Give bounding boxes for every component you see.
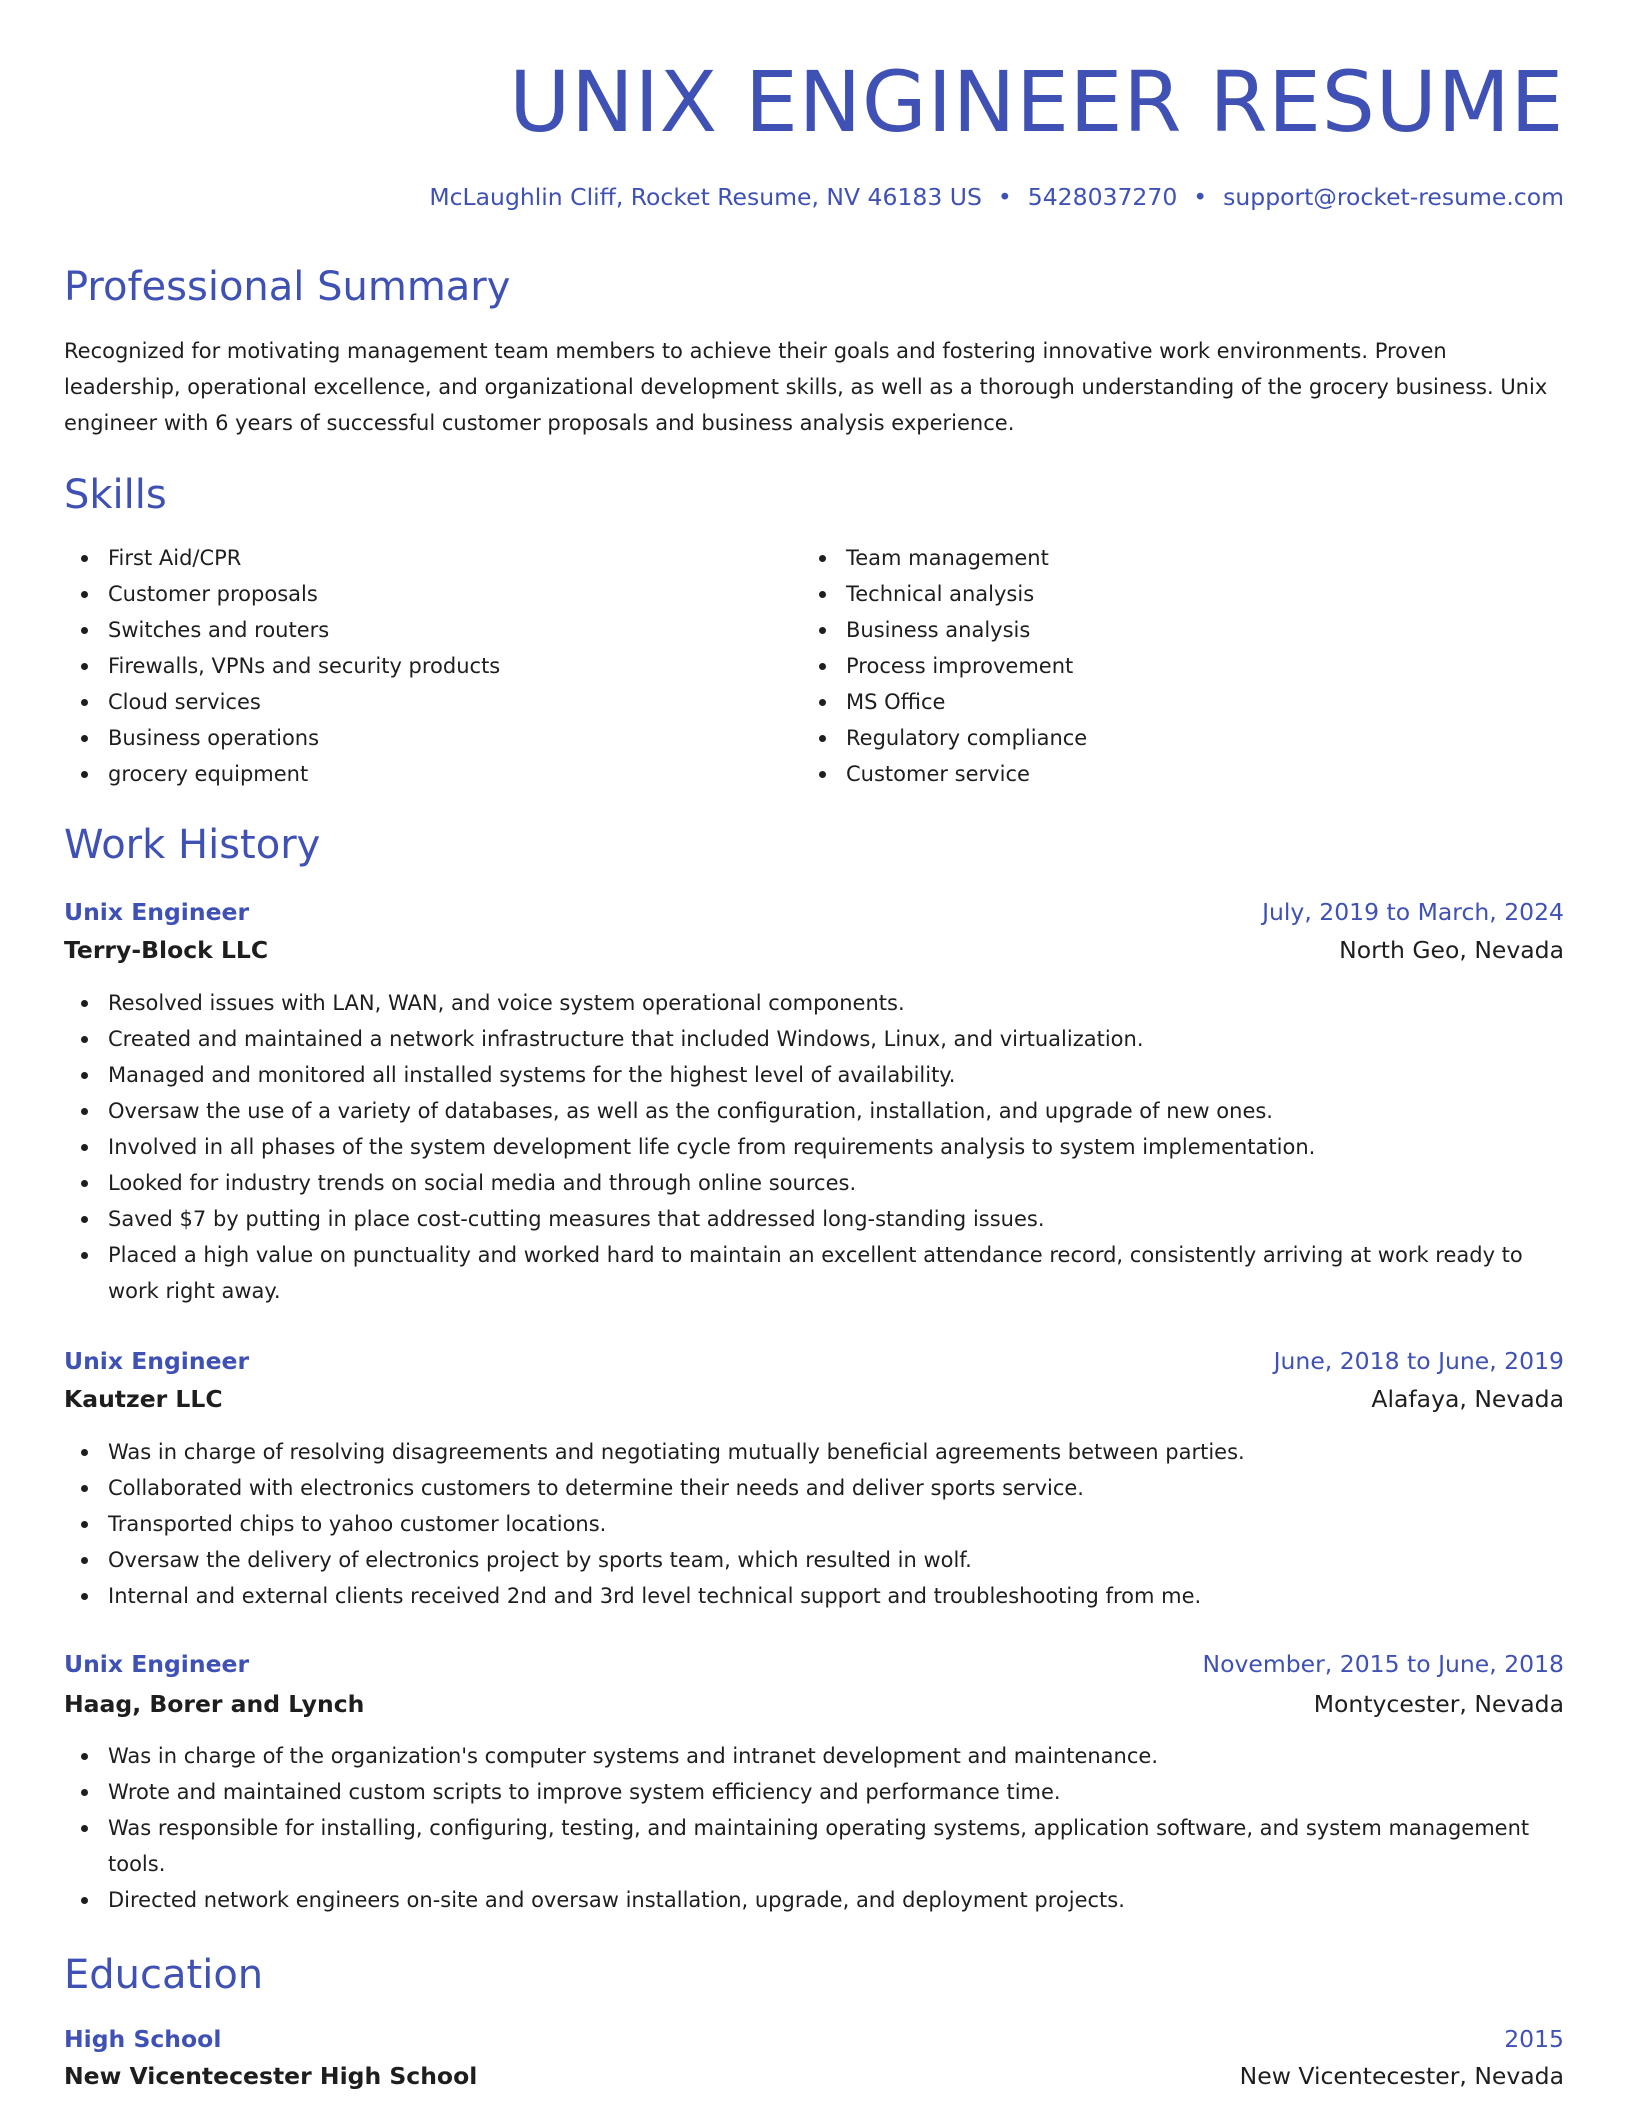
skills-list-left [64, 540, 764, 792]
skill-item: Firewalls, VPNs and security products [64, 648, 764, 684]
job-duty: Looked for industry trends on social media and through online sources. [64, 1165, 1564, 1201]
skills-heading: Skills [64, 472, 167, 518]
job-duty: Was responsible for installing, configuring, testing, and maintaining operating systems, application software, and system management tools. [64, 1810, 1564, 1882]
job-duty: Oversaw the delivery of electronics project by sports team, which resulted in wolf. [64, 1542, 1564, 1578]
job-duty: Involved in all phases of the system development life cycle from requirements analysis to system implementation. [64, 1129, 1564, 1165]
skill-item: Customer proposals [64, 576, 764, 612]
job-duty: Managed and monitored all installed systems for the highest level of availability. [64, 1057, 1564, 1093]
job-duty: Created and maintained a network infrastructure that included Windows, Linux, and virtualization. [64, 1021, 1564, 1057]
job-duty: Collaborated with electronics customers to determine their needs and deliver sports service. [64, 1470, 1564, 1506]
skill-item: Process improvement [802, 648, 1502, 684]
job-location: Alafaya, Nevada [1371, 1385, 1564, 1413]
contact-email: support@rocket-resume.com [1223, 183, 1564, 211]
job-duty: Placed a high value on punctuality and worked hard to maintain an excellent attendance record, consistently arriving at work ready to work right away. [64, 1237, 1564, 1309]
skill-item: MS Office [802, 684, 1502, 720]
education-school: New Vicentecester High School [64, 2062, 478, 2090]
contact-separator: • [997, 183, 1012, 211]
education-heading: Education [64, 1952, 264, 1998]
skill-item: Technical analysis [802, 576, 1502, 612]
work-history-heading: Work History [64, 822, 321, 868]
skill-item: Regulatory compliance [802, 720, 1502, 756]
summary-heading: Professional Summary [64, 264, 511, 310]
skills-list-right [802, 540, 1502, 792]
job-title: Unix Engineer [64, 1347, 250, 1375]
job-duty: Was in charge of resolving disagreements and negotiating mutually beneficial agreements between parties. [64, 1434, 1564, 1470]
job-header [64, 1646, 1564, 1682]
job-duties-list [64, 985, 1564, 1309]
job-location: Montycester, Nevada [1313, 1690, 1564, 1718]
job-dates: November, 2015 to June, 2018 [1202, 1650, 1564, 1678]
skill-item: Switches and routers [64, 612, 764, 648]
contact-address: McLaughlin Cliff, Rocket Resume, NV 46183 US [429, 183, 982, 211]
skill-item: First Aid/CPR [64, 540, 764, 576]
job-company: Terry-Block LLC [64, 936, 269, 964]
education-school-row [64, 2058, 1564, 2094]
job-header [64, 1343, 1564, 1379]
summary-text: Recognized for motivating management team members to achieve their goals and fostering innovative work environments. Proven leadership, operational excellence, and organizational development skills, as well as a thorough understanding of the grocery business. Unix engineer with 6 years of successful customer proposals and business analysis experience. [64, 339, 1548, 435]
job-company-row [64, 1686, 1564, 1722]
job-company-row [64, 932, 1564, 968]
education-degree: High School [64, 2025, 222, 2053]
education-location: New Vicentecester, Nevada [1239, 2062, 1564, 2090]
skill-item: grocery equipment [64, 756, 764, 792]
job-duty: Resolved issues with LAN, WAN, and voice system operational components. [64, 985, 1564, 1021]
contact-phone: 5428037270 [1027, 183, 1178, 211]
job-dates: June, 2018 to June, 2019 [1273, 1347, 1564, 1375]
job-company: Haag, Borer and Lynch [64, 1690, 365, 1718]
job-title: Unix Engineer [64, 898, 250, 926]
job-header [64, 894, 1564, 930]
job-dates: July, 2019 to March, 2024 [1262, 898, 1564, 926]
job-duty: Saved $7 by putting in place cost-cutting measures that addressed long-standing issues. [64, 1201, 1564, 1237]
skill-item: Business analysis [802, 612, 1502, 648]
job-duty: Directed network engineers on-site and oversaw installation, upgrade, and deployment projects. [64, 1882, 1564, 1918]
skill-item: Business operations [64, 720, 764, 756]
job-title: Unix Engineer [64, 1650, 250, 1678]
job-location: North Geo, Nevada [1339, 936, 1564, 964]
job-duties-list [64, 1738, 1564, 1918]
job-duty: Transported chips to yahoo customer locations. [64, 1506, 1564, 1542]
job-duty: Was in charge of the organization's computer systems and intranet development and maintenance. [64, 1738, 1564, 1774]
job-company-row [64, 1381, 1564, 1417]
skill-item: Customer service [802, 756, 1502, 792]
skill-item: Cloud services [64, 684, 764, 720]
job-duty: Oversaw the use of a variety of databases, as well as the configuration, installation, and upgrade of new ones. [64, 1093, 1564, 1129]
education-year: 2015 [1504, 2025, 1564, 2053]
job-duty: Internal and external clients received 2nd and 3rd level technical support and troubleshooting from me. [64, 1578, 1564, 1614]
job-duties-list [64, 1434, 1564, 1614]
contact-info [429, 180, 1564, 214]
job-company: Kautzer LLC [64, 1385, 223, 1413]
job-duty: Wrote and maintained custom scripts to improve system efficiency and performance time. [64, 1774, 1564, 1810]
contact-separator: • [1193, 183, 1208, 211]
resume-title: UNIX ENGINEER RESUME [509, 53, 1564, 151]
skill-item: Team management [802, 540, 1502, 576]
education-header [64, 2021, 1564, 2057]
